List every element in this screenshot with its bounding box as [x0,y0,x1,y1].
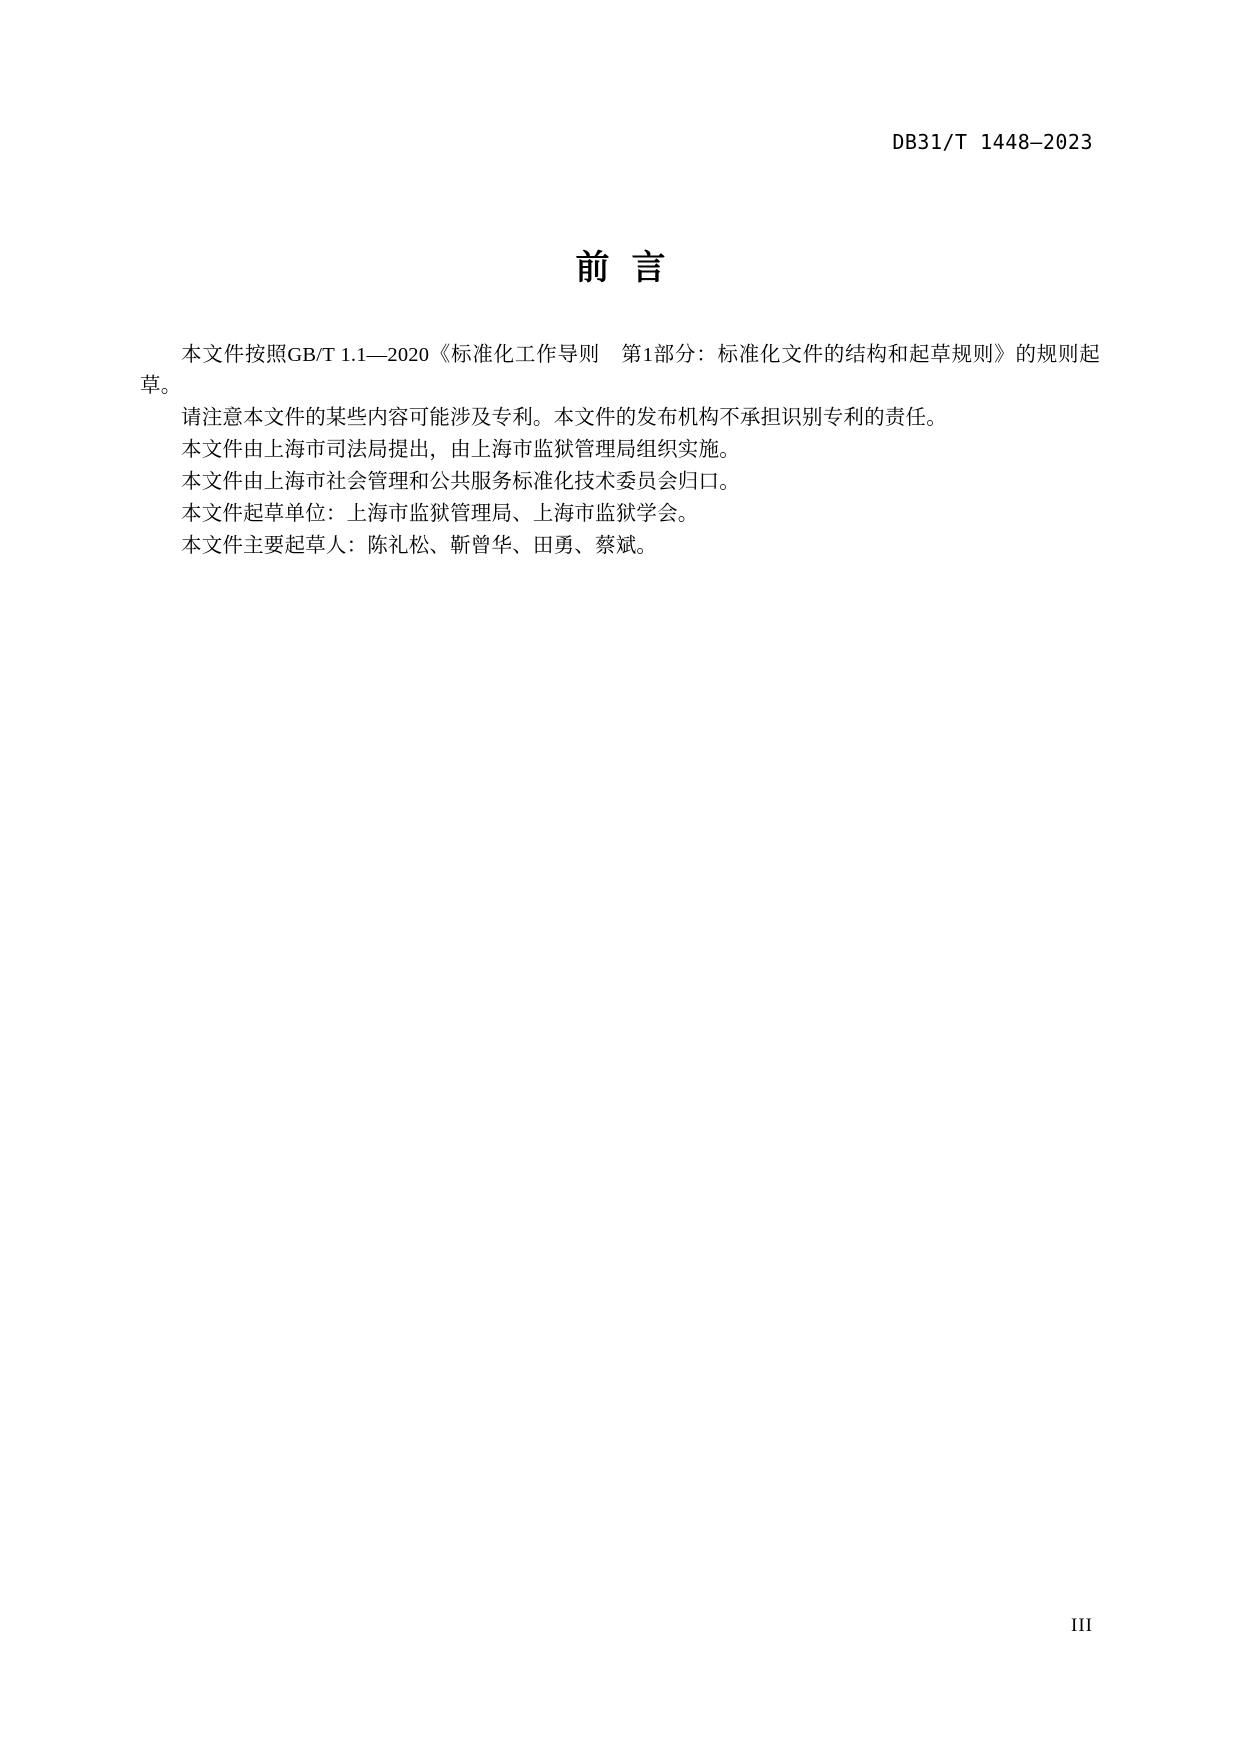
foreword-paragraph: 本文件由上海市司法局提出，由上海市监狱管理局组织实施。 [181,439,740,461]
standard-code-header: DB31/T 1448—2023 [892,130,1093,154]
foreword-paragraph: 本文件起草单位：上海市监狱管理局、上海市监狱学会。 [181,503,699,525]
page-title: 前言 [575,248,688,288]
foreword-paragraph: 本文件由上海市社会管理和公共服务标准化技术委员会归口。 [181,471,740,493]
foreword-paragraph: 本文件按照GB/T 1.1—2020《标准化工作导则 第1部分：标准化文件的结构和起草规则》的规则起草。 [140,344,1100,397]
page-number: III [1071,1615,1093,1636]
foreword-paragraph: 请注意本文件的某些内容可能涉及专利。本文件的发布机构不承担识别专利的责任。 [181,407,947,429]
foreword-paragraph: 本文件主要起草人：陈礼松、靳曾华、田勇、蔡斌。 [181,535,658,557]
foreword-body [140,340,1100,563]
